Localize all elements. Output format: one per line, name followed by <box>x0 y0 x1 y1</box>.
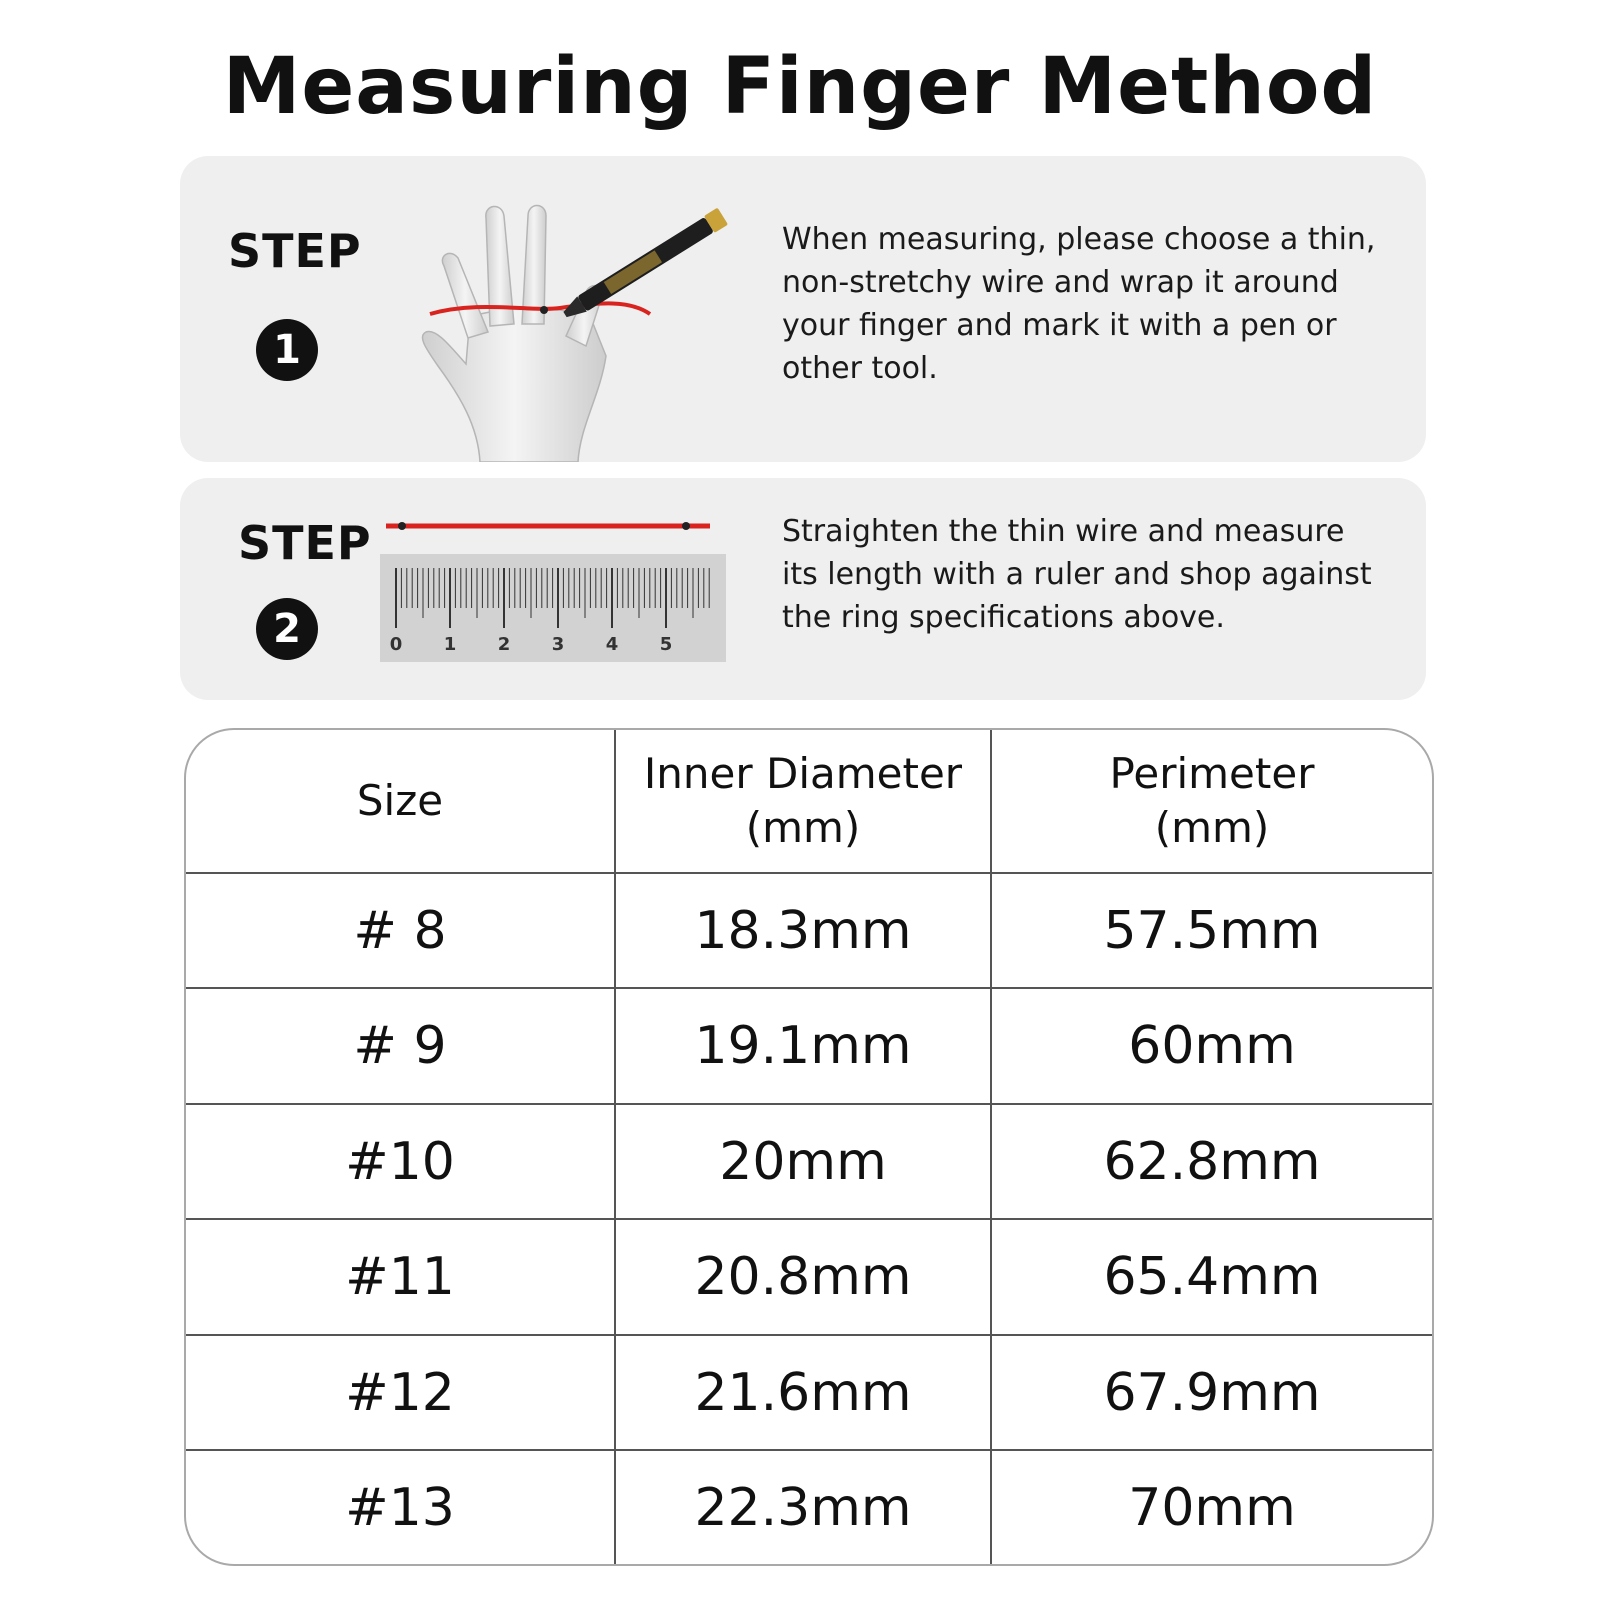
table-row <box>186 873 1432 988</box>
step-1-card <box>180 156 1426 462</box>
table-row <box>186 1104 1432 1219</box>
ruler-tick-label: 1 <box>443 634 457 655</box>
table-row <box>186 1450 1432 1564</box>
cell-perimeter: 60mm <box>991 988 1432 1103</box>
ruler-tick-label: 5 <box>659 634 673 655</box>
table-row <box>186 1335 1432 1450</box>
step-1-instructions: When measuring, please choose a thin, non-stretchy wire and wrap it around your finger and mark it with a pen or other tool. <box>782 222 1376 386</box>
ruler-tick-label: 4 <box>605 634 619 655</box>
cell-size: # 8 <box>186 873 615 988</box>
header-size: Size <box>186 730 615 873</box>
table-row <box>186 988 1432 1103</box>
header-inner-diameter-unit: (mm) <box>745 803 861 852</box>
cell-inner-diameter: 19.1mm <box>615 988 991 1103</box>
cell-inner-diameter: 21.6mm <box>615 1335 991 1450</box>
ring-size-table <box>184 728 1434 1566</box>
ruler-tick-label: 3 <box>551 634 565 655</box>
header-perimeter <box>991 730 1432 873</box>
step-2-card <box>180 478 1426 700</box>
wire-ruler-illustration <box>380 518 730 678</box>
cell-inner-diameter: 22.3mm <box>615 1450 991 1564</box>
cell-perimeter: 62.8mm <box>991 1104 1432 1219</box>
table-row <box>186 1219 1432 1334</box>
cell-perimeter: 67.9mm <box>991 1335 1432 1450</box>
table-header-row <box>186 730 1432 873</box>
cell-inner-diameter: 18.3mm <box>615 873 991 988</box>
step-1-label: STEP <box>228 224 362 278</box>
ruler-tick-label: 0 <box>389 634 403 655</box>
cell-perimeter: 65.4mm <box>991 1219 1432 1334</box>
cell-inner-diameter: 20mm <box>615 1104 991 1219</box>
ruler-tick-label: 2 <box>497 634 511 655</box>
header-inner-diameter <box>615 730 991 873</box>
cell-perimeter: 57.5mm <box>991 873 1432 988</box>
cell-size: #12 <box>186 1335 615 1450</box>
header-perimeter-unit: (mm) <box>1154 803 1270 852</box>
step-2-instructions: Straighten the thin wire and measure its length with a ruler and shop against the ring specifications above. <box>782 514 1372 635</box>
page-title: Measuring Finger Method <box>222 42 1378 132</box>
cell-inner-diameter: 20.8mm <box>615 1219 991 1334</box>
cell-size: #13 <box>186 1450 615 1564</box>
header-perimeter-label: Perimeter <box>1109 749 1315 798</box>
step-2-label: STEP <box>238 516 372 570</box>
cell-perimeter: 70mm <box>991 1450 1432 1564</box>
step-2-number-badge: 2 <box>256 598 318 660</box>
step-1-number-badge: 1 <box>256 319 318 381</box>
cell-size: #10 <box>186 1104 615 1219</box>
cell-size: #11 <box>186 1219 615 1334</box>
hand-wire-illustration <box>410 196 740 462</box>
cell-size: # 9 <box>186 988 615 1103</box>
header-inner-diameter-label: Inner Diameter <box>643 749 963 798</box>
